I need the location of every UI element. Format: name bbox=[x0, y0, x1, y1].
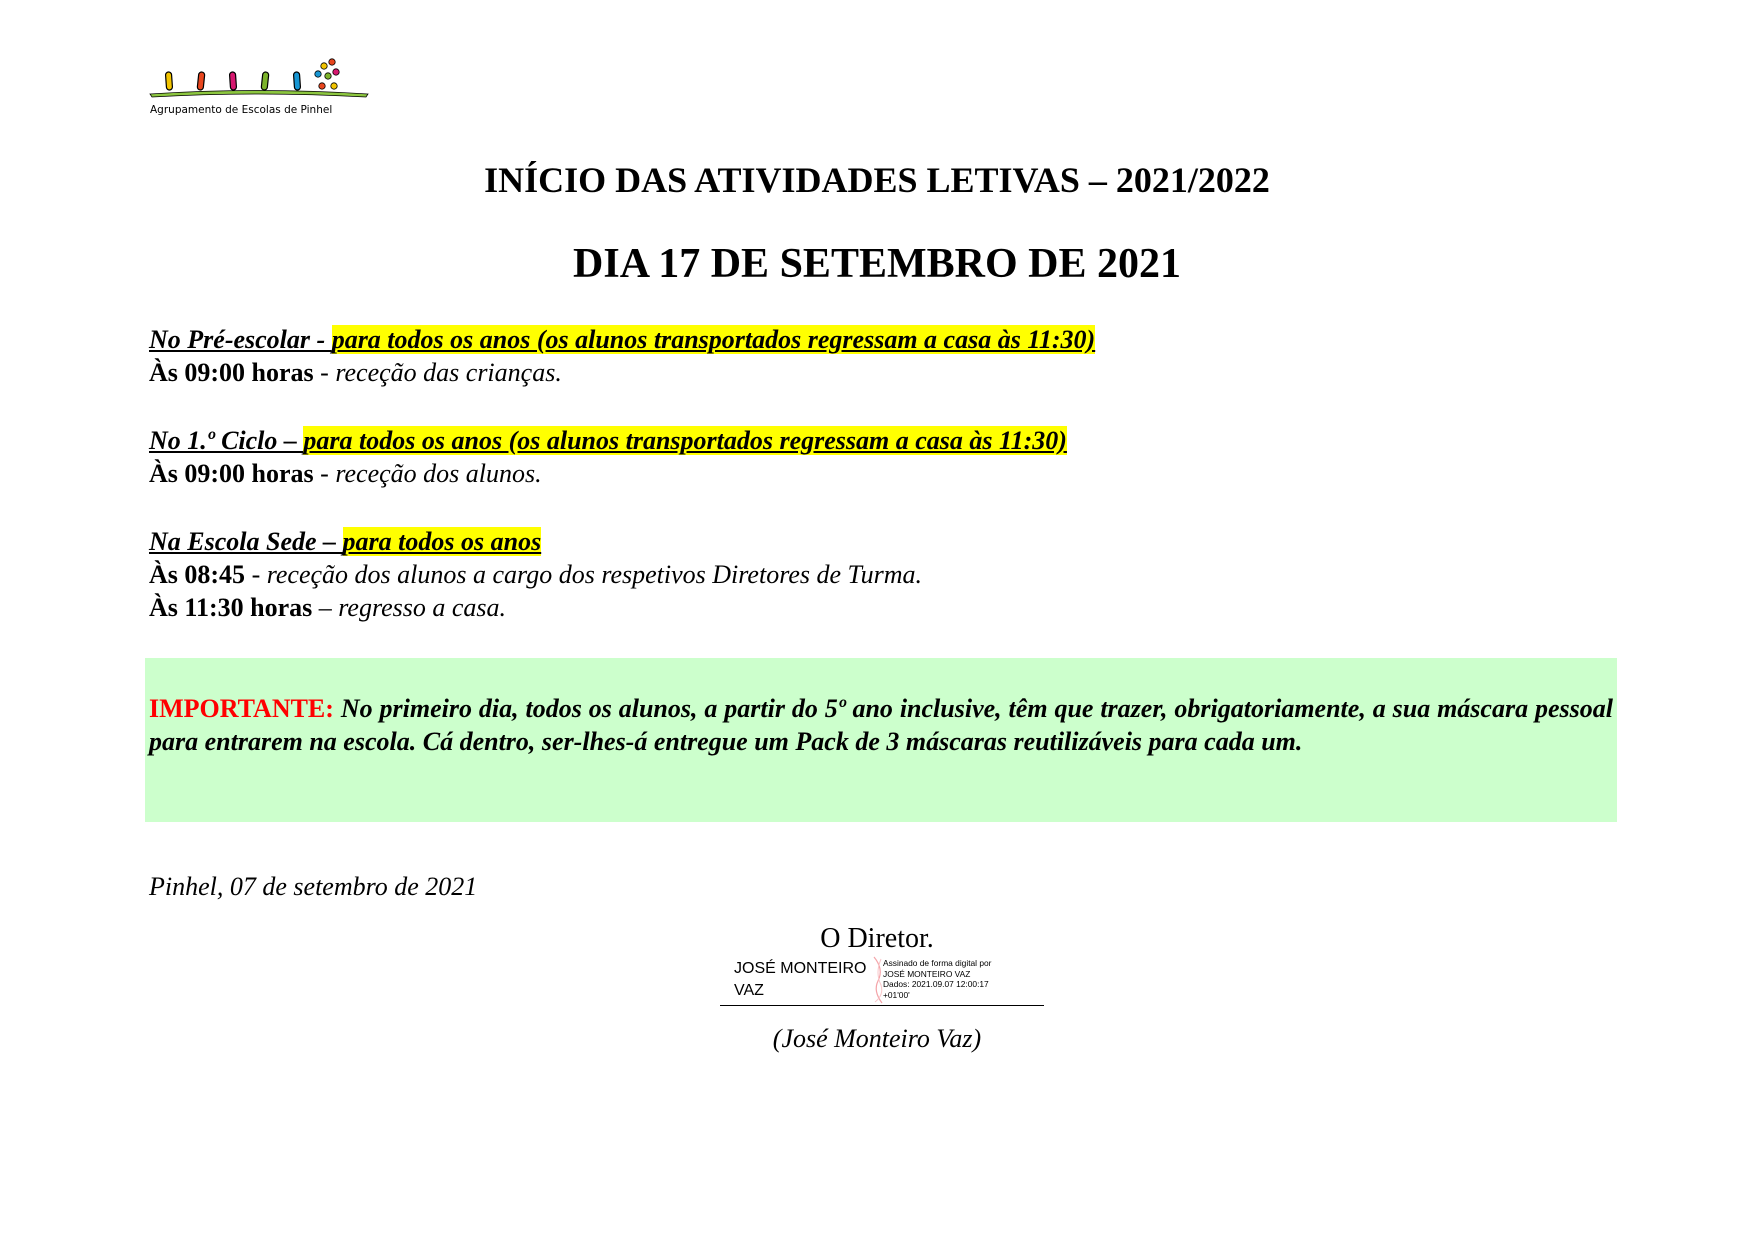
schedule-time: Às 08:45 bbox=[149, 560, 246, 589]
logo-figure bbox=[229, 72, 236, 90]
section-highlight: para todos os anos bbox=[342, 527, 542, 556]
schedule-description: receção das crianças. bbox=[335, 358, 562, 387]
schedule-line bbox=[149, 356, 1095, 389]
section-header bbox=[149, 323, 1095, 356]
section-highlight: para todos os anos (os alunos transportados regressam a casa às 11:30) bbox=[303, 426, 1067, 455]
schedule-description: receção dos alunos. bbox=[335, 459, 542, 488]
schedule-separator: - bbox=[245, 560, 267, 589]
important-text: No primeiro dia, todos os alunos, a partir do 5º ano inclusive, têm que trazer, obrigatoriamente, a sua máscara pessoal para entrarem na escola. Cá dentro, ser-lhes-á entregue um Pack de 3 máscaras reutilizáveis para cada um. bbox=[149, 694, 1613, 756]
important-notice bbox=[145, 658, 1617, 822]
director-role: O Diretor. bbox=[820, 923, 934, 954]
section-header bbox=[149, 424, 1067, 457]
schedule-line bbox=[149, 457, 1067, 490]
section-header-label: No Pré-escolar - bbox=[149, 325, 332, 354]
signature-detail-line: Dados: 2021.09.07 12:00:17 bbox=[883, 979, 989, 989]
section-highlight: para todos os anos (os alunos transportados regressam a casa às 11:30) bbox=[331, 325, 1096, 354]
logo-base-stroke bbox=[150, 91, 368, 98]
logo-figure bbox=[261, 72, 269, 91]
section-header-label: No 1.º Ciclo – bbox=[149, 426, 304, 455]
schedule-line bbox=[149, 591, 922, 624]
schedule-time: Às 11:30 horas bbox=[149, 593, 313, 622]
page-title: INÍCIO DAS ATIVIDADES LETIVAS – 2021/2022 bbox=[484, 160, 1270, 200]
logo-dot bbox=[319, 83, 325, 89]
logo-dot bbox=[325, 73, 331, 79]
schedule-line bbox=[149, 558, 922, 591]
signature-detail-line: Assinado de forma digital por bbox=[883, 958, 992, 968]
section-header-label: Na Escola Sede – bbox=[149, 527, 343, 556]
schedule-separator: - bbox=[313, 459, 336, 488]
schedule-time: Às 09:00 horas bbox=[149, 459, 314, 488]
important-label: IMPORTANTE: bbox=[149, 694, 334, 723]
logo-graphic bbox=[148, 58, 370, 106]
logo-figure bbox=[197, 72, 205, 91]
logo-dot bbox=[321, 63, 327, 69]
schedule-time: Às 09:00 horas bbox=[149, 358, 314, 387]
schedule-separator: – bbox=[312, 593, 339, 622]
schedule-description: regresso a casa. bbox=[338, 593, 507, 622]
logo-dot bbox=[329, 59, 335, 65]
schedule-separator: - bbox=[313, 358, 336, 387]
logo-dot bbox=[331, 83, 337, 89]
signature-name: JOSÉ MONTEIRO VAZ bbox=[734, 960, 867, 999]
logo-figure bbox=[293, 72, 300, 90]
school-logo bbox=[148, 58, 370, 120]
director-name: (José Monteiro Vaz) bbox=[772, 1024, 982, 1053]
signature-detail-line: +01'00' bbox=[883, 989, 910, 1000]
logo-text: Agrupamento de Escolas de Pinhel bbox=[150, 104, 333, 116]
place-date: Pinhel, 07 de setembro de 2021 bbox=[149, 872, 478, 901]
signature-details bbox=[883, 958, 1043, 1000]
section-pre-escolar bbox=[149, 323, 1095, 389]
digital-signature bbox=[720, 955, 1044, 1006]
logo-dot bbox=[333, 69, 339, 75]
date-heading: DIA 17 DE SETEMBRO DE 2021 bbox=[573, 241, 1181, 287]
section-escola-sede bbox=[149, 525, 922, 624]
logo-figure bbox=[165, 72, 172, 90]
schedule-description: receção dos alunos a cargo dos respetivos Diretores de Turma. bbox=[266, 560, 922, 589]
section-1-ciclo bbox=[149, 424, 1067, 490]
logo-dot bbox=[315, 71, 321, 77]
section-header bbox=[149, 525, 922, 558]
important-paragraph bbox=[149, 692, 1613, 758]
signature-detail-line: JOSÉ MONTEIRO VAZ bbox=[883, 968, 971, 979]
